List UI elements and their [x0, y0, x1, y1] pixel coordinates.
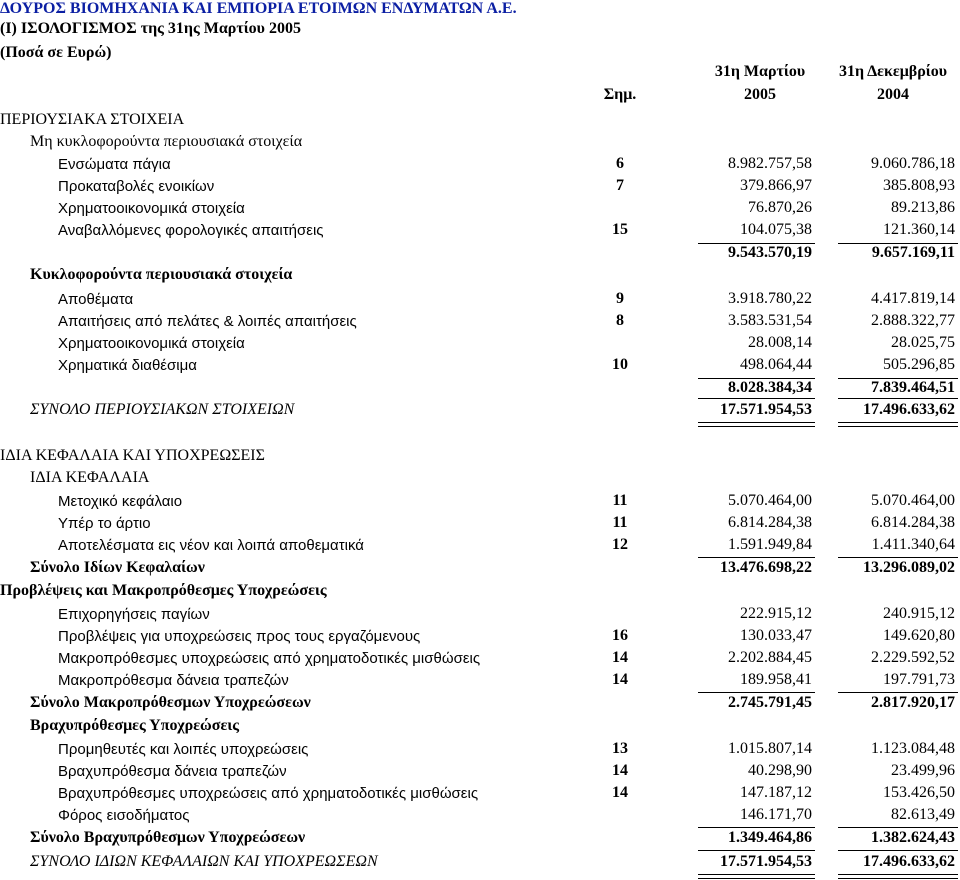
row-value-2004: 6.814.284,38: [871, 514, 955, 531]
subsection-heading-shortterm: [0, 715, 960, 737]
row-label: Αναβαλλόμενες φορολογικές απαιτήσεις: [58, 222, 324, 239]
table-row: [0, 512, 960, 534]
table-row: [0, 354, 960, 376]
row-value-2005: 498.064,44: [740, 356, 812, 373]
row-value-2005: 28.008,14: [748, 334, 812, 351]
row-value-2004: 2.888.322,77: [871, 312, 955, 329]
currency-note: (Ποσά σε Ευρώ): [0, 44, 112, 61]
row-note: 12: [612, 536, 628, 553]
row-value-2004: 89.213,86: [891, 199, 955, 216]
subsection-heading-noncurrent: [0, 131, 960, 153]
row-label: Σύνολο Μακροπρόθεσμων Υποχρεώσεων: [30, 694, 311, 711]
row-label: ΣΥΝΟΛΟ ΠΕΡΙΟΥΣΙΑΚΩΝ ΣΤΟΙΧΕΙΩΝ: [30, 401, 295, 418]
row-value-2004: 1.123.084,48: [871, 740, 955, 757]
row-note: 14: [612, 671, 628, 688]
row-label: Βραχυπρόθεσμα δάνεια τραπεζών: [58, 763, 287, 780]
row-label: ΙΔΙΑ ΚΕΦΑΛΑΙΑ ΚΑΙ ΥΠΟΧΡΕΩΣΕΙΣ: [0, 447, 265, 464]
row-label: Προβλέψεις για υποχρεώσεις προς τους εργαζόμενους: [58, 628, 421, 645]
table-row: [0, 310, 960, 332]
row-label: Χρηματικά διαθέσιμα: [58, 357, 197, 374]
row-value-2005: 222.915,12: [740, 605, 812, 622]
row-value-2005: 2.745.791,45: [728, 694, 812, 711]
double-rule: [698, 874, 815, 879]
col2-header-line2: 2004: [877, 86, 909, 103]
row-label: Βραχυπρόθεσμες υποχρεώσεις από χρηματοδοτικές μισθώσεις: [58, 785, 479, 802]
equity-total-row: [0, 557, 960, 579]
row-value-2004: 9.060.786,18: [871, 155, 955, 172]
row-value-2005: 104.075,38: [740, 221, 812, 238]
subsection-heading-longterm: [0, 580, 960, 602]
double-rule: [698, 422, 815, 427]
row-value-2005: 130.033,47: [740, 627, 812, 644]
subtotal-row: [0, 242, 960, 264]
row-label: Προμηθευτές και λοιπές υποχρεώσεις: [58, 741, 309, 758]
row-note: 15: [612, 221, 628, 238]
table-row: [0, 782, 960, 804]
company-name: ΔΟΥΡΟΣ ΒΙΟΜΗΧΑΝΙΑ ΚΑΙ ΕΜΠΟΡΙΑ ΕΤΟΙΜΩΝ ΕΝΔΥΜΑΤΩΝ Α.Ε.: [0, 0, 517, 17]
row-value-2004: 5.070.464,00: [871, 492, 955, 509]
total-assets-row: [0, 399, 960, 421]
table-row: [0, 219, 960, 241]
row-value-2005: 6.814.284,38: [728, 514, 812, 531]
row-value-2004: 9.657.169,11: [871, 244, 955, 261]
row-value-2005: 3.918.780,22: [728, 290, 812, 307]
row-label: Χρηματοοικονομικά στοιχεία: [58, 200, 245, 217]
row-value-2005: 1.349.464,86: [728, 829, 812, 846]
row-label: ΙΔΙΑ ΚΕΦΑΛΑΙΑ: [30, 469, 150, 486]
longterm-total-row: [0, 692, 960, 714]
table-row: [0, 534, 960, 556]
table-row: [0, 197, 960, 219]
row-value-2005: 9.543.570,19: [728, 244, 812, 261]
row-value-2004: 17.496.633,62: [863, 853, 955, 870]
row-value-2004: 385.808,93: [883, 177, 955, 194]
row-value-2004: 240.915,12: [883, 605, 955, 622]
row-note: 7: [616, 177, 624, 194]
table-row: [0, 804, 960, 826]
row-label: Σύνολο Ιδίων Κεφαλαίων: [30, 559, 205, 576]
row-label: Μετοχικό κεφάλαιο: [58, 493, 183, 510]
table-row: [0, 153, 960, 175]
row-value-2005: 8.028.384,34: [728, 379, 812, 396]
row-note: 14: [612, 784, 628, 801]
col2-header-line1: 31η Δεκεμβρίου: [838, 63, 948, 80]
row-value-2005: 147.187,12: [740, 784, 812, 801]
row-value-2004: 2.817.920,17: [871, 694, 955, 711]
subsection-heading-equity: [0, 467, 960, 489]
row-label: Βραχυπρόθεσμες Υποχρεώσεις: [30, 717, 239, 734]
table-row: [0, 288, 960, 310]
row-value-2004: 82.613,49: [891, 806, 955, 823]
row-label: Μακροπρόθεσμες υποχρεώσεις από χρηματοδοτικές μισθώσεις: [58, 650, 481, 667]
row-label: Χρηματοοικονομικά στοιχεία: [58, 335, 245, 352]
row-value-2005: 146.171,70: [740, 806, 812, 823]
row-value-2005: 17.571.954,53: [720, 401, 812, 418]
row-label: Σύνολο Βραχυπρόθεσμων Υποχρεώσεων: [30, 829, 306, 846]
subtotal-row: [0, 377, 960, 399]
row-value-2004: 197.791,73: [883, 671, 955, 688]
row-value-2005: 189.958,41: [740, 671, 812, 688]
row-value-2004: 4.417.819,14: [871, 290, 955, 307]
row-note: 10: [612, 356, 628, 373]
double-rule: [838, 422, 958, 427]
row-value-2004: 153.426,50: [883, 784, 955, 801]
subsection-heading-current: [0, 264, 960, 286]
row-label: Προβλέψεις και Μακροπρόθεσμες Υποχρεώσεις: [0, 582, 327, 599]
row-value-2005: 379.866,97: [740, 177, 812, 194]
row-note: 9: [616, 290, 624, 307]
row-value-2005: 17.571.954,53: [720, 853, 812, 870]
row-value-2004: 13.296.089,02: [863, 559, 955, 576]
row-value-2005: 1.015.807,14: [728, 740, 812, 757]
row-value-2004: 2.229.592,52: [871, 649, 955, 666]
row-value-2005: 40.298,90: [748, 762, 812, 779]
row-note: 14: [612, 762, 628, 779]
row-note: 6: [616, 155, 624, 172]
row-value-2005: 2.202.884,45: [728, 649, 812, 666]
col-note-header: Σημ.: [603, 86, 637, 103]
row-note: 14: [612, 649, 628, 666]
row-note: 13: [612, 740, 628, 757]
row-value-2005: 8.982.757,58: [728, 155, 812, 172]
row-value-2004: 505.296,85: [883, 356, 955, 373]
row-note: 16: [612, 627, 628, 644]
row-value-2004: 149.620,80: [883, 627, 955, 644]
table-row: [0, 625, 960, 647]
row-value-2004: 121.360,14: [883, 221, 955, 238]
table-row: [0, 175, 960, 197]
row-value-2005: 13.476.698,22: [720, 559, 812, 576]
section-heading-equity-liabilities: [0, 445, 960, 467]
statement-title: (Ι) ΙΣΟΛΟΓΙΣΜΟΣ της 31ης Μαρτίου 2005: [0, 20, 301, 37]
row-label: Κυκλοφορούντα περιουσιακά στοιχεία: [30, 266, 293, 283]
table-row: [0, 603, 960, 625]
table-row: [0, 760, 960, 782]
row-label: Φόρος εισοδήματος: [58, 807, 190, 824]
shortterm-total-row: [0, 827, 960, 849]
row-label: Ενσώματα πάγια: [58, 156, 171, 173]
row-value-2004: 23.499,96: [891, 762, 955, 779]
row-label: Αποτελέσματα εις νέον και λοιπά αποθεματικά: [58, 537, 364, 554]
table-row: [0, 647, 960, 669]
row-note: 11: [612, 514, 628, 531]
table-row: [0, 738, 960, 760]
row-label: ΣΥΝΟΛΟ ΙΔΙΩΝ ΚΕΦΑΛΑΙΩΝ ΚΑΙ ΥΠΟΧΡΕΩΣΕΩΝ: [30, 853, 378, 870]
row-value-2004: 17.496.633,62: [863, 401, 955, 418]
row-note: 8: [616, 312, 624, 329]
row-value-2004: 7.839.464,51: [871, 379, 955, 396]
row-label: Μη κυκλοφορούντα περιουσιακά στοιχεία: [30, 133, 303, 150]
row-label: Προκαταβολές ενοικίων: [58, 178, 215, 195]
row-label: Υπέρ το άρτιο: [58, 515, 151, 532]
row-label: Αποθέματα: [58, 291, 134, 308]
row-note: 11: [612, 492, 628, 509]
row-value-2005: 76.870,26: [748, 199, 812, 216]
row-label: Μακροπρόθεσμα δάνεια τραπεζών: [58, 672, 289, 689]
table-row: [0, 669, 960, 691]
row-value-2004: 1.382.624,43: [871, 829, 955, 846]
total-equity-liabilities-row: [0, 851, 960, 873]
row-label: ΠΕΡΙΟΥΣΙΑΚΑ ΣΤΟΙΧΕΙΑ: [0, 111, 185, 128]
col1-header-line1: 31η Μαρτίου: [714, 63, 806, 80]
row-value-2005: 1.591.949,84: [728, 536, 812, 553]
section-heading-assets: [0, 109, 960, 131]
row-label: Επιχορηγήσεις παγίων: [58, 606, 210, 623]
row-value-2005: 5.070.464,00: [728, 492, 812, 509]
table-row: [0, 332, 960, 354]
double-rule: [838, 874, 958, 879]
table-row: [0, 490, 960, 512]
col1-header-line2: 2005: [744, 86, 776, 103]
row-value-2004: 28.025,75: [891, 334, 955, 351]
row-value-2005: 3.583.531,54: [728, 312, 812, 329]
row-value-2004: 1.411.340,64: [871, 536, 955, 553]
row-label: Απαιτήσεις από πελάτες & λοιπές απαιτήσεις: [58, 313, 357, 330]
